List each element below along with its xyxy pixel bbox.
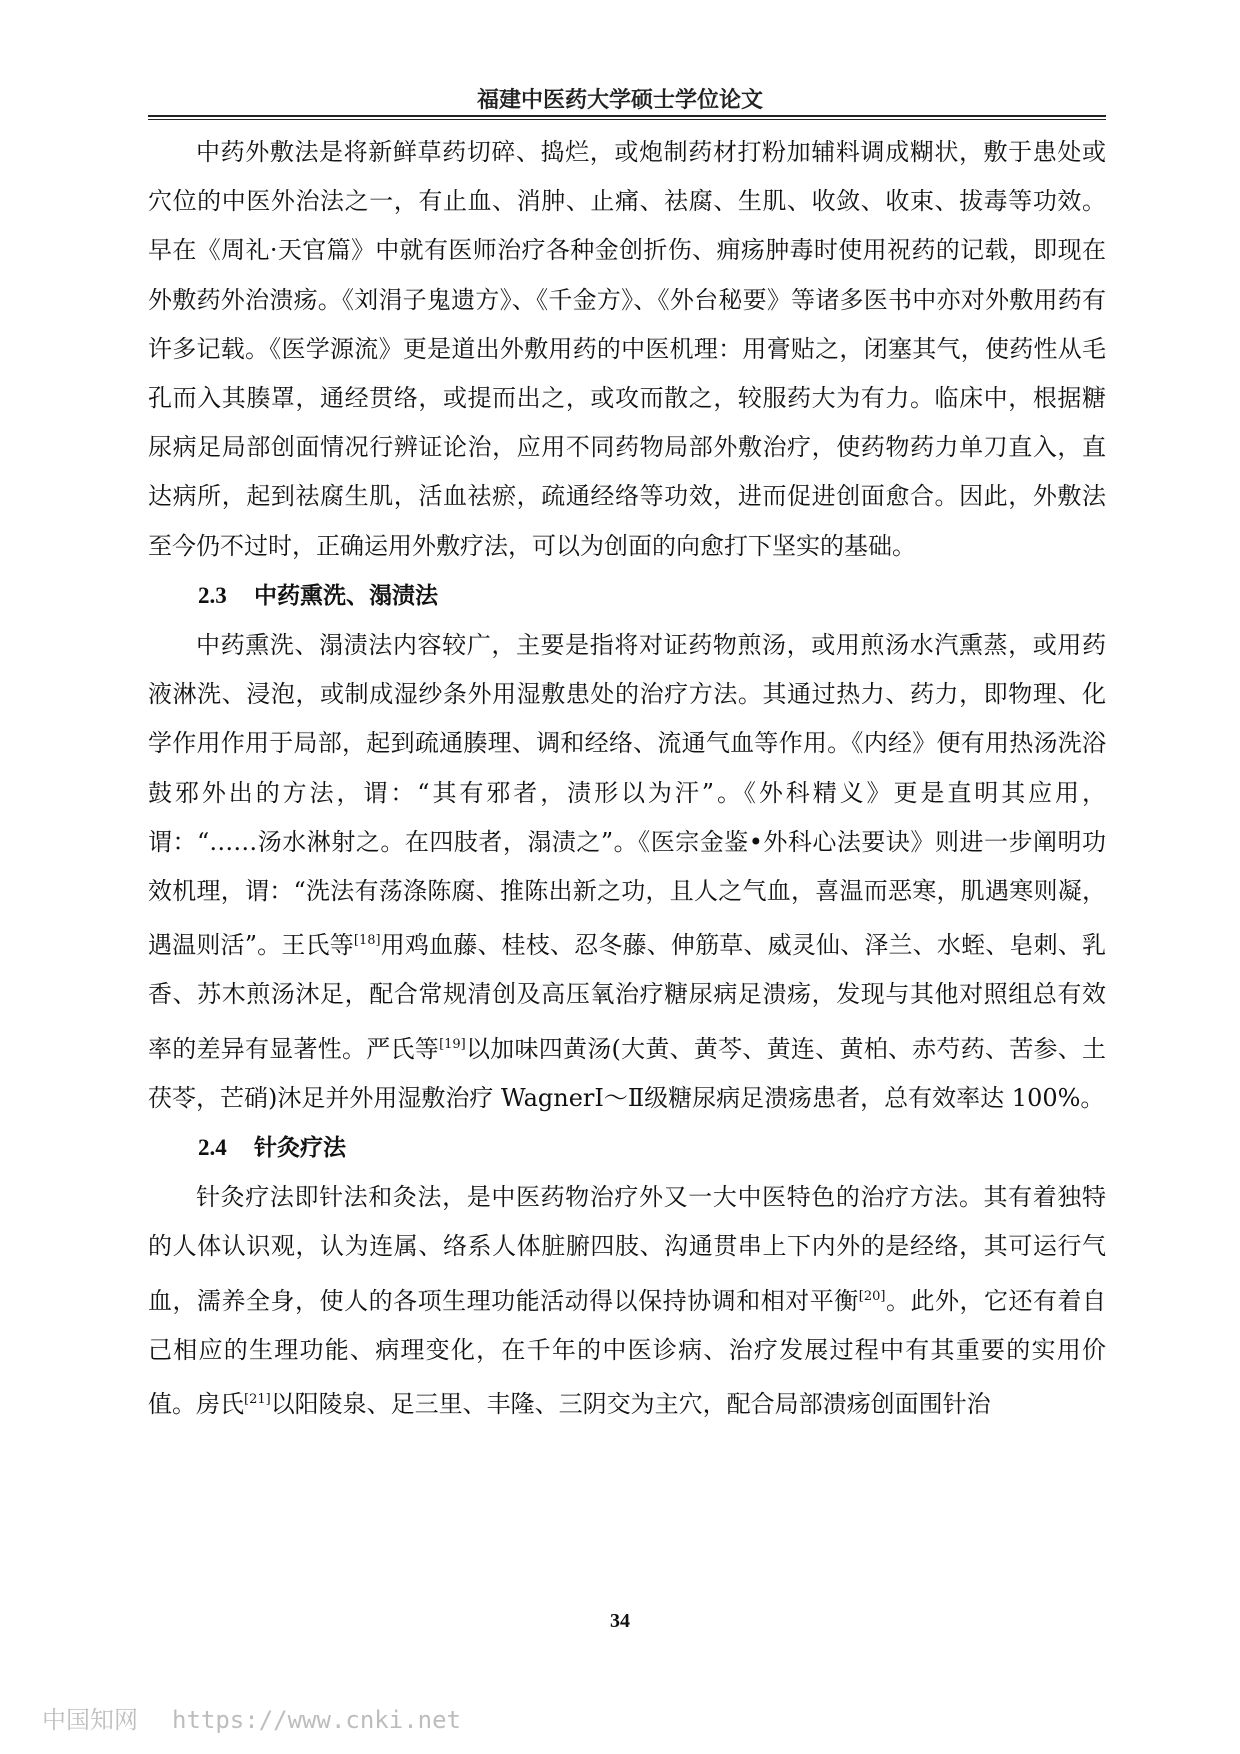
section-heading-2-4 <box>148 1123 1106 1173</box>
paragraph-external-application: 中药外敷法是将新鲜草药切碎、捣烂，或炮制药材打粉加辅料调成糊状，敷于患处或穴位的中医外治法之一，有止血、消肿、止痛、祛腐、生肌、收敛、收束、拔毒等功效。早在《周礼·天官篇》中就有医师治疗各种金创折伤、痈疡肿毒时使用祝药的记载，即现在外敷药外治溃疡。《刘涓子鬼遗方》、《千金方》、《外台秘要》等诸多医书中亦对外敷用药有许多记载。《医学源流》更是道出外敷用药的中医机理：用膏贴之，闭塞其气，使药性从毛孔而入其腠罩，通经贯络，或提而出之，或攻而散之，较服药大为有力。临床中，根据糖尿病足局部创面情况行辨证论治，应用不同药物局部外敷治疗，使药物药力单刀直入，直达病所，起到祛腐生肌，活血祛瘀，疏通经络等功效，进而促进创面愈合。因此，外敷法至今仍不过时，正确运用外敷疗法，可以为创面的向愈打下坚实的基础。 <box>148 138 1106 560</box>
paragraph-text: 以阳陵泉、足三里、丰隆、三阴交为主穴，配合局部溃疡创面围针治 <box>270 1390 991 1419</box>
paragraph-text: 针灸疗法即针法和灸法，是中医药物治疗外又一大中医特色的治疗方法。其有着独特的人体认识观，认为连属、络系人体脏腑四肢、沟通贯串上下内外的是经络，其可运行气血，濡养全身，使人的各项生理功能活动得以保持协调和相对平衡 <box>148 1183 1106 1315</box>
watermark-url: https://www.cnki.net <box>172 1706 461 1734</box>
citation-ref: [18] <box>353 933 381 949</box>
citation-ref: [21] <box>244 1392 271 1408</box>
citation-ref: [19] <box>439 1036 466 1052</box>
page-number: 34 <box>610 1610 630 1632</box>
paragraph-text: 用鸡血藤、桂枝、忍冬藤、伸筋草、威灵仙、泽兰、水蛭、皂刺、乳香、苏木煎汤沐足，配合常规清创及高压氧治疗糖尿病足溃疡，发现与其他对照组总有效率的差异有显著性。严氏等 <box>148 931 1107 1063</box>
watermark-brand: 中国知网 <box>42 1706 138 1734</box>
section-title: 针灸疗法 <box>254 1135 346 1162</box>
paragraph-acupuncture <box>148 1173 1106 1429</box>
section-number: 2.3 <box>198 582 227 608</box>
paragraph-fumigation <box>148 621 1106 1123</box>
paragraph-text: 。此外，它还有着自己相应的生理功能、病理变化，在千年的中医诊病、治疗发展过程中有其重要的实用价值。房氏 <box>148 1286 1107 1419</box>
header-rule-thin <box>148 119 1106 120</box>
running-header: 福建中医药大学硕士学位论文 <box>476 88 763 113</box>
cnki-watermark <box>42 1700 461 1735</box>
section-heading-2-3 <box>148 571 1106 621</box>
page-body <box>148 128 1106 1429</box>
section-number: 2.4 <box>198 1135 227 1161</box>
paragraph-text: 以加味四黄汤(大黄、黄芩、黄连、黄柏、赤芍药、苦参、土茯苓，芒硝)沐足并外用湿敷治疗 WagnerⅠ～Ⅱ级糖尿病足溃疡患者，总有效率达 100%。 <box>148 1034 1106 1112</box>
section-title: 中药熏洗、溻渍法 <box>254 582 438 609</box>
paragraph-text: 中药熏洗、溻渍法内容较广，主要是指将对证药物煎汤，或用煎汤水汽熏蒸，或用药液淋洗、浸泡，或制成湿纱条外用湿敷患处的治疗方法。其通过热力、药力，即物理、化学作用作用于局部，起到疏通腠理、调和经络、流通气血等作用。《内经》便有用热汤洗浴鼓邪外出的方法，谓：“其有邪者，渍形以为汗”。《外科精义》更是直明其应用，谓：“……汤水淋射之。在四肢者，溻渍之”。《医宗金鉴•外科心法要诀》则进一步阐明功效机理，谓：“洗法有荡涤陈腐、推陈出新之功，且人之气血，喜温而恶寒，肌遇寒则凝，遇温则活”。王氏等 <box>148 631 1106 960</box>
header-rule-thick <box>148 115 1106 117</box>
citation-ref: [20] <box>858 1288 886 1304</box>
